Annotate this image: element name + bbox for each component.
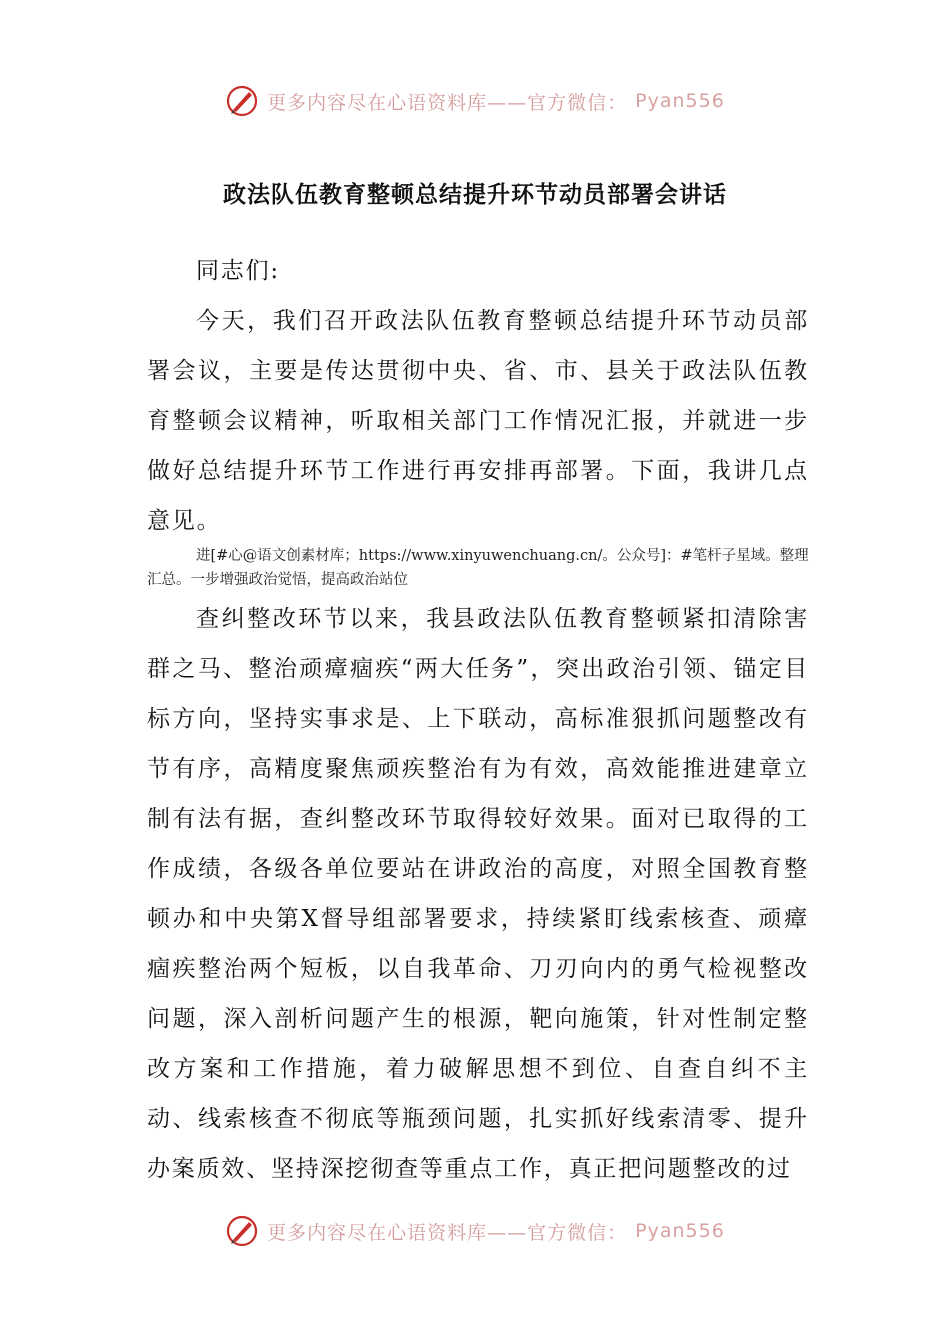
quill-pen-icon bbox=[225, 1214, 259, 1248]
footer-banner bbox=[0, 1214, 950, 1248]
quill-pen-icon bbox=[225, 84, 259, 118]
paragraph-2: 查纠整改环节以来，我县政法队伍教育整顿紧扣清除害群之马、整治顽瘴痼疾“两大任务”，突出政治引领、锚定目标方向，坚持实事求是、上下联动，高标准狠抓问题整改有节有序，高精度聚焦顽疾整治有为有效，高效能推进建章立制有法有据，查纠整改环节取得较好效果。面对已取得的工作成绩，各级各单位要站在讲政治的高度，对照全国教育整顿办和中央第X督导组部署要求，持续紧盯线索核查、顽瘴痼疾整治两个短板，以自我革命、刀刃向内的勇气检视整改问题，深入剖析问题产生的根源，靶向施策，针对性制定整改方案和工作措施，着力破解思想不到位、自查自纠不主动、线索核查不彻底等瓶颈问题，扎实抓好线索清零、提升办案质效、坚持深挖彻查等重点工作，真正把问题整改的过 bbox=[147, 606, 809, 1182]
source-note: 进[#心@语文创素材库；https://www.xinyuwenchuang.cn/。公众号]：#笔杆子星域。整理汇总。一步增强政治觉悟，提高政治站位 bbox=[147, 548, 809, 588]
banner-text: 更多内容尽在心语资料库——官方微信： bbox=[267, 91, 628, 114]
greeting: 同志们: bbox=[196, 258, 280, 284]
header-banner bbox=[0, 84, 950, 118]
wechat-id: Pyan556 bbox=[635, 90, 725, 112]
document-title: 政法队伍教育整顿总结提升环节动员部署会讲话 bbox=[223, 181, 727, 208]
wechat-id: Pyan556 bbox=[635, 1220, 725, 1242]
banner-text: 更多内容尽在心语资料库——官方微信： bbox=[267, 1221, 628, 1244]
paragraph-1: 今天，我们召开政法队伍教育整顿总结提升环节动员部署会议，主要是传达贯彻中央、省、市、县关于政法队伍教育整顿会议精神，听取相关部门工作情况汇报，并就进一步做好总结提升环节工作进行再安排再部署。下面，我讲几点意见。 bbox=[147, 308, 809, 534]
